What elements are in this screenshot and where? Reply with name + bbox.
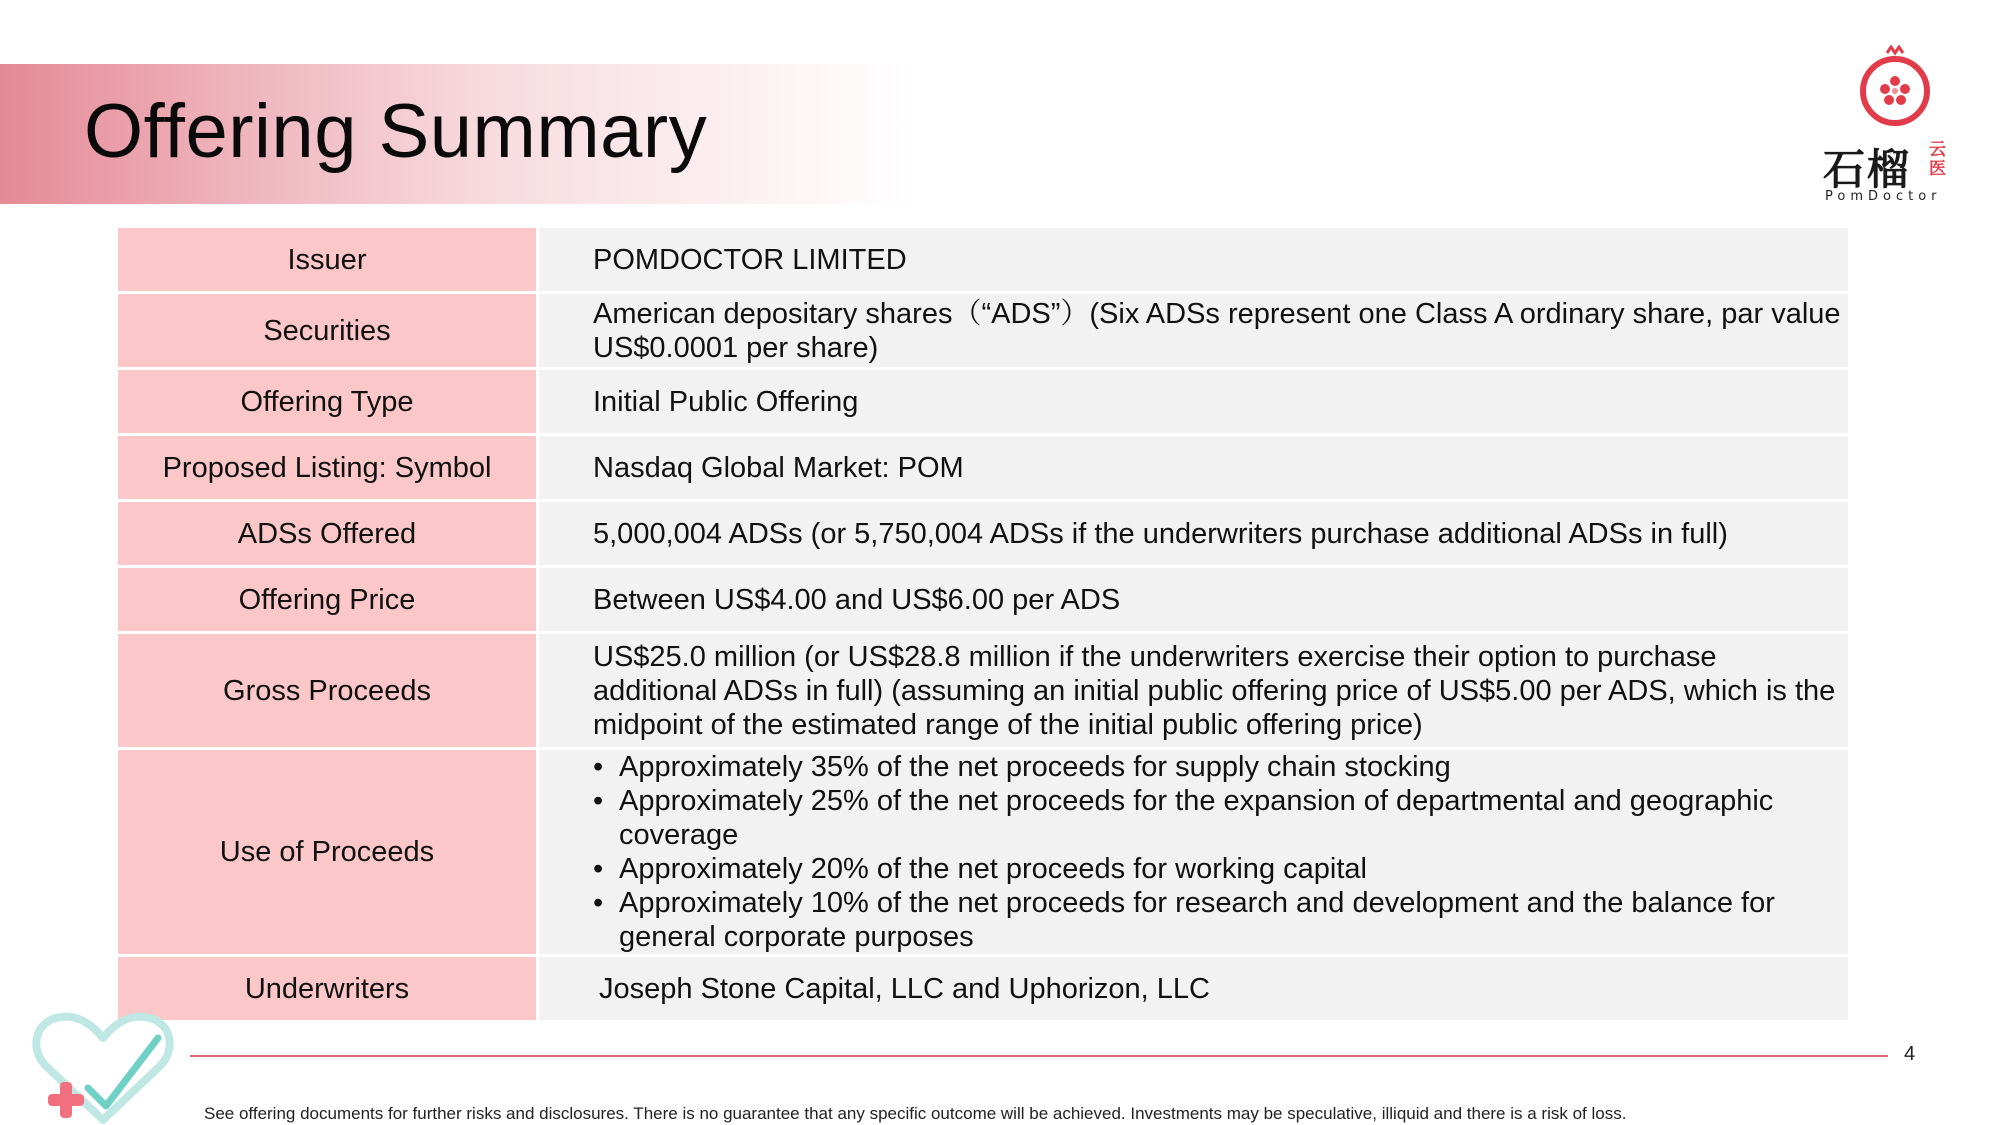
offering-summary-table (118, 225, 1848, 1023)
table-row (118, 369, 1848, 435)
pomegranate-icon (1855, 45, 1935, 135)
row-label: Proposed Listing: Symbol (118, 435, 538, 501)
row-label: ADSs Offered (118, 501, 538, 567)
list-item: • Approximately 25% of the net proceeds for the expansion of departmental and geographic coverage (593, 784, 1844, 852)
row-label: Securities (118, 293, 538, 369)
logo-chinese-name: 石榴 (1823, 145, 1912, 194)
table-row (118, 435, 1848, 501)
row-label: Issuer (118, 227, 538, 293)
page-number: 4 (1904, 1043, 1916, 1065)
list-item: • Approximately 35% of the net proceeds for supply chain stocking (593, 750, 1844, 784)
row-value: Nasdaq Global Market: POM (538, 435, 1849, 501)
row-label: Offering Price (118, 567, 538, 633)
table-row (118, 227, 1848, 293)
page-title: Offering Summary (84, 89, 708, 174)
row-label: Underwriters (118, 956, 538, 1022)
table-row (118, 956, 1848, 1022)
logo-english-name: PomDoctor (1825, 189, 1942, 204)
row-value: Initial Public Offering (538, 369, 1849, 435)
table-row (118, 501, 1848, 567)
disclaimer: See offering documents for further risks and disclosures. There is no guarantee that any specific outcome will be achieved. Investments may be speculative, illiquid and there is a risk of loss. (204, 1104, 1627, 1123)
footer-rule (190, 1055, 1888, 1057)
row-value: Joseph Stone Capital, LLC and Uphorizon, LLC (538, 956, 1849, 1022)
list-item: • Approximately 20% of the net proceeds for working capital (593, 852, 1844, 886)
row-value: Between US$4.00 and US$6.00 per ADS (538, 567, 1849, 633)
table-row (118, 293, 1848, 369)
table-row (118, 633, 1848, 749)
pomdoctor-logo (1815, 45, 1955, 205)
row-value: 5,000,004 ADSs (or 5,750,004 ADSs if the underwriters purchase additional ADSs in full) (538, 501, 1849, 567)
row-value: American depositary shares（“ADS”）(Six ADSs represent one Class A ordinary share, par value US$0.0001 per share) (538, 293, 1849, 369)
list-item: • Approximately 10% of the net proceeds for research and development and the balance for general corporate purposes (593, 886, 1844, 954)
row-label: Use of Proceeds (118, 749, 538, 956)
use-of-proceeds-list (593, 750, 1844, 954)
heart-cross-icon (28, 1008, 178, 1125)
logo-chinese-small: 云医 (1929, 140, 1946, 179)
row-label: Offering Type (118, 369, 538, 435)
row-value: US$25.0 million (or US$28.8 million if the underwriters exercise their option to purchase additional ADSs in full) (assuming an initial public offering price of US$5.00 per ADS, which is the midpoint of the estimated range of the initial public offering price) (538, 633, 1849, 749)
table-row (118, 567, 1848, 633)
row-value-bullets (538, 749, 1849, 956)
row-value: POMDOCTOR LIMITED (538, 227, 1849, 293)
row-label: Gross Proceeds (118, 633, 538, 749)
table-row (118, 749, 1848, 956)
